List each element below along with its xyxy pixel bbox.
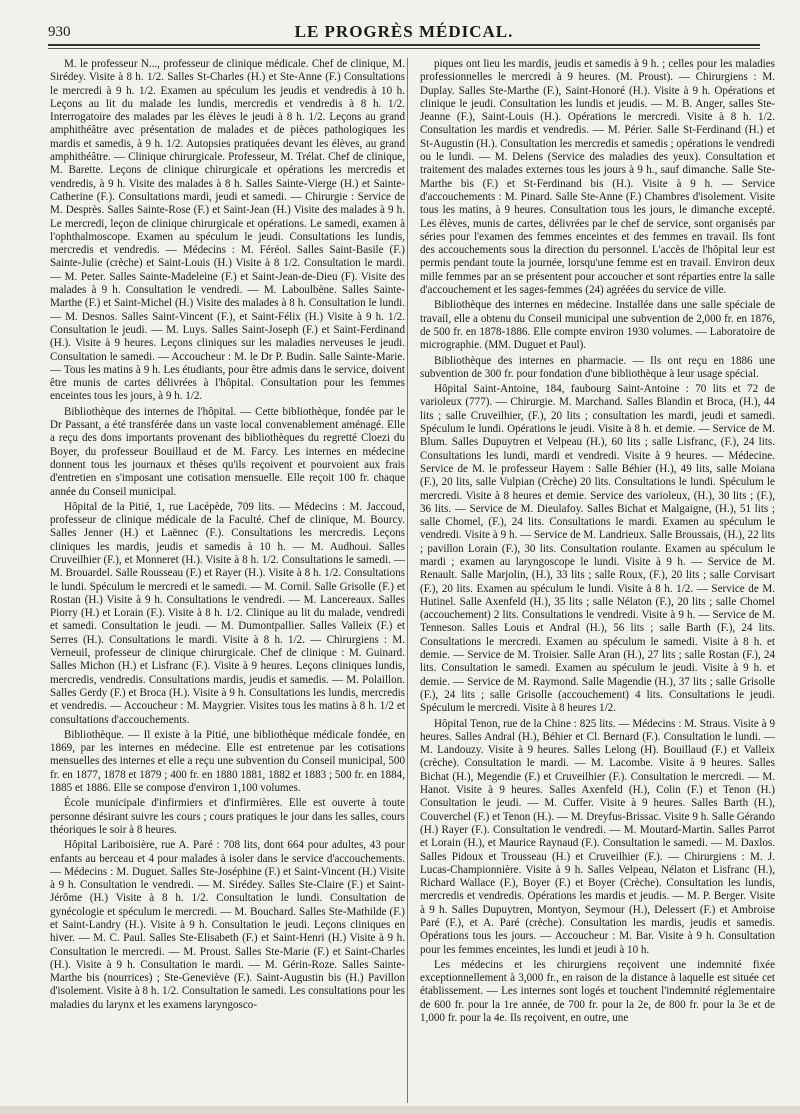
paragraph-necker-services: M. le professeur N..., professeur de clinique médicale. Chef de clinique, M. Sirédey. Visite à 8 h. 1/2. Salles St-Charles (H.) et Ste-Anne (F.) Consultations le mercredi à 9 h. 1/2. Examen au spéculum les jeudis et vendredis à 10 h. Leçons au lit du malade les lundis, mercredis et vendredis à 8 h. 1/2. Interrogatoire des malades par les élèves le jeudi à 8 h. 1/2. Leçons au grand amphithéâtre avec présentation de malades et de pièces pathologiques les mardis et samedis, à 9 h. 1/2. Autopsies pratiquées devant les élèves, au grand amphithéâtre. — Clinique chirurgicale. Professeur, M. Trélat. Chef de clinique, M. Barette. Leçons de clinique chirurgicale et opérations les mercredis et vendredis, à 9 h. Visite des malades à 8 h. Salles Sainte-Vierge (H.) et Sainte-Catherine (F.). Consultations mardi, jeudi et samedi. — Chirurgie : Service de M. Desprès. Salles Sainte-Rose (F.) et Saint-Jean (H.) Visite des malades à 9 h. Le mercredi, leçon de clinique chirurgicale et opérations. Le samedi, examen à l'ophthalmoscope. Examen au spéculum le jeudi. Consultations les lundis, mercredis et vendredis. — Médecins : M. Féréol. Salles Saint-Basile (F.) Sainte-Julie (crèche) et Saint-Louis (H.) Visite à 8 1/2. Consultation le mardi. — M. Peter. Salles Sainte-Madeleine (F.) et Saint-Jean-de-Dieu (F). Visite des malades à 9 h. Consultation le vendredi. — M. Laboulbène. Salles Sainte-Marthe (F.) et Saint-Michel (H.) Visite des malades à 8 h. Consultation le lundi. — M. Desnos. Salles Saint-Vincent (F.), et Saint-Félix (H.) Visite à 9 h. 1/2. Consultation le jeudi. — M. Luys. Salles Saint-Joseph (F.) et Saint-Ferdinand (H.). Visite à 9 heures. Leçons cliniques sur les maladies nerveuses le jeudi. Consultation le samedi. — Accoucheur : M. le Dr P. Budin. Salle Sainte-Marie. — Tous les matins à 9 h. Les étudiants, pour être admis dans le service, doivent être munis de cartes délivrées à l'hôpital. Consultation pour les femmes enceintes tous les jours, à 9 h. 1/2.	[50, 58, 405, 403]
header-rule	[48, 44, 760, 46]
paragraph-indemnities: Les médecins et les chirurgiens reçoivent une indemnité fixée exceptionnellement à 3,000 fr., en raison de la distance à laquelle est située cet établissement. — Les internes sont logés et touchent l'indemnité réglementaire de 600 fr. pour la 1re année, de 700 fr. pour la 2e, de 800 fr. pour la 3e et de 1,000 fr. pour la 4e. Ils reçoivent, en outre, une	[420, 958, 775, 1025]
paragraph-hopital-tenon: Hôpital Tenon, rue de la Chine : 825 lits. — Médecins : M. Straus. Visite à 9 heures. Salles Andral (H.), Béhier et Cl. Bernard (F.). Consultation le lundi. — M. Landouzy. Visite à 9 heures. Salles Lelong (H). Bouillaud (F.) et Valleix (crèche). Consultation le mardi. — M. Lacombe. Visite à 9 heures. Salles Bichat (H.), Megendie (F.) et Cruveilhier (F.). Consultation le mercredi. — M. Hanot. Visite à 9 heures. Salles Axenfeld (H.), Colin (F.) et Tenon (H.) Consultation le jeudi. — M. Cuffer. Visite à 9 heures. Salles Barth (H.), Couverchel (F.) et Tenon (H.). — M. Dreyfus-Brissac. Visite 9 h. Salle Gérando (H.) Rayer (F.). Consultation le vendredi. — M. Moutard-Martin. Salles Parrot et Lorain (H.), et Maurice Raynaud (F.). Consultation le samedi. — M. Daxlos. Salles Pidoux et Trousseau (H.) et Cruveilhier (F.). — Chirurgiens : M. J. Lucas-Championnière. Visite à 9 h. Salles Velpeau, Nélaton et Lisfranc (H.), Richard Wallace (F.), Boyer (F.) et Boyer (Crèche). Consultation les lundis, mercredis et vendredis. Opérations les mardis et jeudis. — M. P. Berger. Visite à 9 h. Salles Dupuytren, Montyon, Seymour (H.), Delessert (F.) et Ambroise Paré (F.), et A. Paré (crèche). Consultation les mardis, jeudis et samedis. Opérations tous les jours. — Accoucheur : M. Bar. Visite à 9 h. Consultation pour les femmes enceintes, les lundi et jeudi à 10 h.	[420, 717, 775, 956]
paragraph-hopital-lariboisiere: Hôpital Lariboisière, rue A. Paré : 708 lits, dont 664 pour adultes, 43 pour enfants au berceau et 4 pour malades à isoler dans le service d'accouchements. — Médecins : M. Duguet. Salles Ste-Joséphine (F.) et Saint-Vincent (H.) Visite à 9 h. Consultation le vendredi. — M. Sirédey. Salles Ste-Claire (F.) et Saint-Jérôme (H.) Visite à 8 h. 1/2. Consultation le lundi. Consultation de gynécologie et spéculum le mercredi. — M. Bouchard. Salles Ste-Mathilde (F.) et Saint-Landry (H.). Visite à 9 h. Consultation le jeudi. Leçons cliniques en hiver. — M. C. Paul. Salles Ste-Elisabeth (F.) et Saint-Henri (H.) Visite à 9 h. Consultation le mercredi. — M. Proust. Salles Ste-Marie (F.) et Saint-Charles (H.). Visite à 9 h. Consultation le mardi. — M. Gérin-Roze. Salles Sainte-Marthe bis (nourrices) ; Ste-Geneviève (F.). Saint-Augustin bis (H.) Pavillon d'isolement. Visite à 8 h. 1/2. Consultation le samedi. Les consultations pour les maladies du larynx et les examens laryngosco-	[50, 839, 405, 1011]
page-number: 930	[48, 24, 71, 40]
paragraph-medicine-library: Bibliothèque des internes en médecine. Installée dans une salle spéciale de travail, elle a obtenu du Conseil municipal une subvention de 2,000 fr. en 1876, de 500 fr. en 1878-1886. Elle compte environ 1930 volumes. — Laboratoire de micrographie. (MM. Duguet et Paul).	[420, 299, 775, 352]
running-head	[48, 22, 760, 46]
paragraph-pharmacy-library: Bibliothèque des internes en pharmacie. — Ils ont reçu en 1886 une subvention de 300 fr. pour fondation d'une bibliothèque à leur usage spécial.	[420, 354, 775, 380]
page-bottom-edge	[0, 1106, 800, 1114]
left-column	[50, 58, 405, 1103]
paragraph-internes-library: Bibliothèque des internes de l'hôpital. — Cette bibliothèque, fondée par le Dr Passant, a été transférée dans un vaste local convenablement aménagé. Elle a reçu des dons importants provenant des bibliothèques du regretté Cloezi du Boyer, du professeur Bouillaud et de M. Farcy. Les internes en médecine donnent tous les journaux et thèses qu'ils reçoivent et pourvoient aux frais d'entretien en s'imposant une cotisation mensuelle. Elle reçoit 100 fr. chaque année du Conseil municipal.	[50, 405, 405, 498]
header-rule-thin	[48, 48, 760, 49]
paragraph-pitie-library: Bibliothèque. — Il existe à la Pitié, une bibliothèque médicale fondée, en 1869, par les internes en médecine. Elle est entretenue par les cotisations mensuelles des internes et elle a reçu une subvention du Conseil municipal, 500 fr. en 1877, 1878 et 1879 ; 400 fr. en 1880 1881, 1882 et 1883 ; 500 fr. en 1884, 1885 et 1886. Elle se compose d'environ 1,100 volumes.	[50, 728, 405, 795]
column-divider	[407, 58, 408, 1103]
paragraph-lariboisiere-continued: piques ont lieu les mardis, jeudis et samedis à 9 h. ; celles pour les maladies professionnelles le mercredi à 9 heures. (M. Proust). — Chirurgiens : M. Duplay. Salles Ste-Marthe (F.), Saint-Honoré (H.). Visite à 9 h. Opérations et clinique le jeudi. Consultation les lundis et jeudis. — M. B. Anger, salles Ste-Jeanne (F.), Saint-Louis (H.). Opérations le mercredi. Visite à 8 h. 1/2. Consultation les mardis et vendredis. — M. Périer. Salle St-Ferdinand (H.) et St-Augustin (H.). Consultation les mercredis et samedis ; opérations le vendredi ou le lundi. — M. Delens (Service des maladies des yeux). Consultation et traitement des malades externes tous les jours à 9 h., sauf dimanche. Salle Ste-Marthe bis (F.) et St-Ferdinand bis (H.). Visite à 9 h. — Service d'accouchements : M. Pinard. Salle Ste-Anne (F.) Chambres d'isolement. Visite tous les matins, à 9 heures. Consultation tous les jours, le dimanche excepté. Les élèves, munis de cartes, délivrées par le chef de service, sont organisés par séries pour l'examen des femmes enceintes et des femmes en travail. Ils font des accouchements sous la direction du personnel. L'accès de l'hôpital leur est permis pendant toute la journée, lorsqu'une femme est en travail. Environ deux mille femmes par an se présentent pour accoucher et sont réparties entre la salle d'accouchement et les sages-femmes (24) agréées du service de ville.	[420, 58, 775, 297]
paragraph-nursing-school: École municipale d'infirmiers et d'infirmières. Elle est ouverte à toute personne désirant suivre les cours ; cours pratiques le jour dans les salles, cours théoriques le soir à 8 heures.	[50, 797, 405, 836]
journal-title: LE PROGRÈS MÉDICAL.	[294, 22, 514, 41]
paragraph-hopital-pitie: Hôpital de la Pitié, 1, rue Lacépède, 709 lits. — Médecins : M. Jaccoud, professeur de clinique médicale de la Faculté. Chef de clinique, M. Bourcy. Salles Jenner (H.) et Laënnec (F.). Consultations les mercredis. Leçons cliniques les mardis, jeudis et samedis à 10 h. — M. Audhoui. Salles Cruveilhier (F.), et Monneret (H.). Visite à 8 h. 1/2. Consultations le samedi. — M. Brouardel. Salle Rousseau (F.) et Rayer (H.). Visite à 8 h. 1/2. Consultations le lundi. Spéculum le mercredi et le samedi. — M. Cornil. Salle Grisolle (F.) et Rostan (H.) Visite à 9 h. Consultations le vendredi. — M. Lancereaux. Salles Piorry (H.) et Lorain (F.). Visite à 8 h. 1/2. Clinique au lit du malade, vendredi et samedi. Consultation le jeudi. — M. Dumontpallier. Salles Valleix (F.) et Serres (H.). Consultations le mardi. Visite à 8 h. 1/2. — Chirurgiens : M. Verneuil, professeur de clinique chirurgicale. Chef de clinique : M. Guinard. Salles Michon (H.) et Lisfranc (F.). Visite à 9 heures. Leçons cliniques lundis, mercredis, vendredis. Consultations mardis, jeudis et samedis. — M. Polaillon. Salles Gerdy (F.) et Broca (H.). Visite à 9 h. Consultations les lundis, mercredis et vendredis. — Accoucheur : M. Maygrier. Visites tous les matins à 8 h. 1/2 et consultations d'accouchements.	[50, 500, 405, 726]
paragraph-hopital-saint-antoine: Hôpital Saint-Antoine, 184, faubourg Saint-Antoine : 70 lits et 72 de varioleux (777). — Chirurgie. M. Marchand. Salles Blandin et Broca, (H.), 44 lits ; salle Cruveilhier, (F.), 20 lits ; consultation les mardi, jeudi et samedi. Spéculum le lundi. Opérations le jeudi. Visite à 8 h. et demie. — Service de M. Blum. Salles Dupuytren et Velpeau (H.), 60 lits ; salle Lisfranc, (F.), 24 lits. Consultations les lundi, mardi et vendredi. Visite à 9 heures. — Médecine. Service de M. le professeur Hayem : Salle Béhier (H.), 49 lits, salle Moiana (F.), 20 lits, salle Vulpian (Crèche) 20 lits. Consultations le lundi. Spéculum le mercredi. Visite à 8 heures et demie. Service des varioleux, (H.), 30 lits ; (F.), 36 lits. — Service de M. Dieulafoy. Salles Bichat et Malgaigne, (H.), 51 lits ; salle Chomel, (F.), 24 lits. Consultations le mardi. Examen au spéculum le vendredi. Visite à 9 h. — Service de M. Landrieux. Salle Broussais, (H.), 22 lits ; pavillon Lorain (F.), 30 lits. Consultation roulante. Examen au spéculum le mardi ; examen au laryngoscope le lundi. Visite à 9 h. — Service de M. Renault. Salle Marjolin, (H.), 33 lits ; salle Roux, (F.), 20 lits ; salle Corvisart (F.), 20 lits. Examen au spéculum le lundi. Visite à 8 h. 1/2. — Service de M. Hutinel. Salle Axenfeld (H.), 35 lits ; salle Nélaton (F.), 20 lits ; salle Chomel (accouchement) 2 lits. Consultations le vendredi. Visite à 9 h. — Service de M. Tenneson. Salles Louis et Andral (H.), 56 lits ; salle Barth (F.), 24 lits. Consultations le mercredi. Examen au spéculum le samedi. Visite à 8 h. et demie. — Service de M. Troisier. Salle Aran (H.), 27 lits ; salle Rostan (F.), 24 lits. Consultation le samedi. Examen au spéculum le jeudi. Visite à 9 h. et demie. — Service de M. Raymond. Salle Magendie (H.), 37 lits ; salle Grisolle (F.), 24 lits ; salle Grisolle (accouchement) 4 lits. Consultations le jeudi. Spéculum le mercredi. Visite à 8 heures 1/2.	[420, 383, 775, 715]
right-column	[420, 58, 775, 1103]
